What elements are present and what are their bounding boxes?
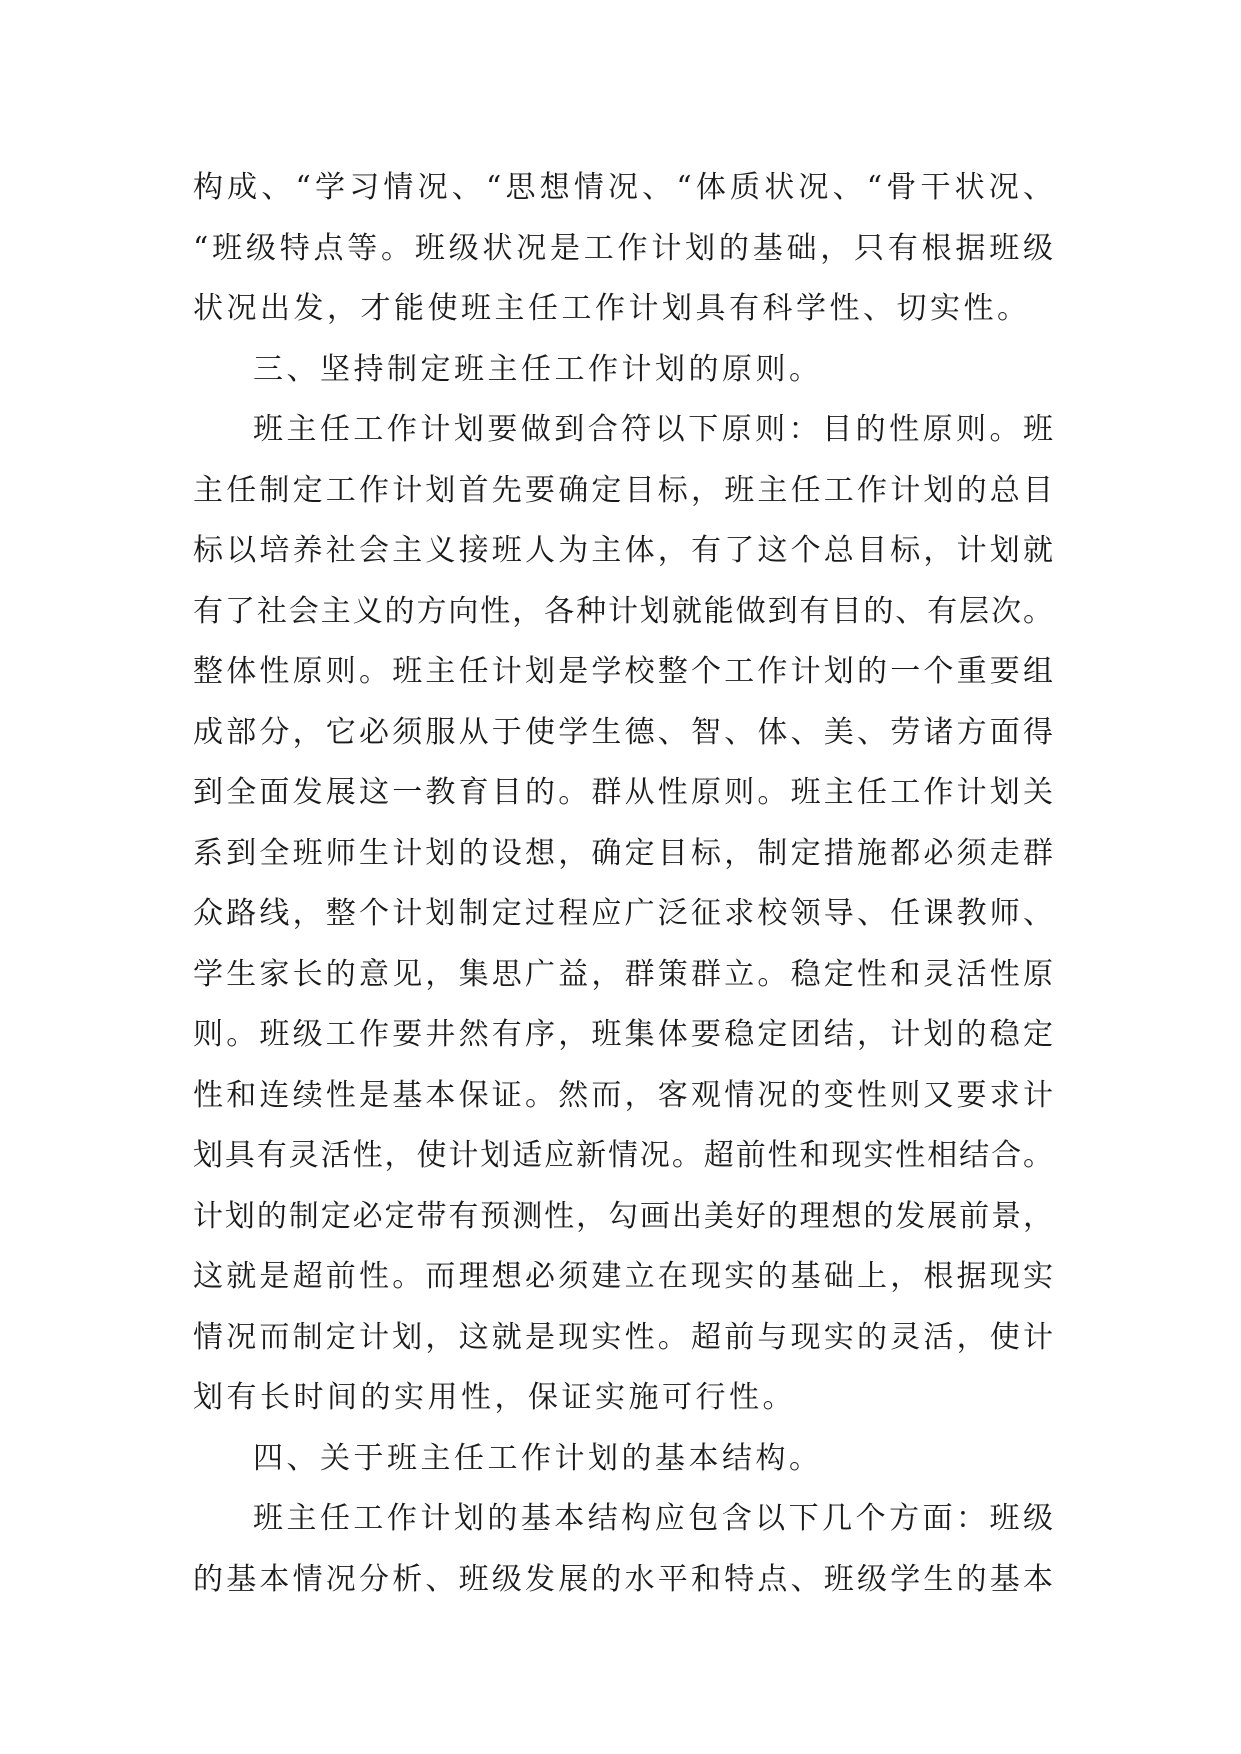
text-line: 系到全班师生计划的设想，确定目标，制定措施都必须走群 [193,835,1053,871]
text-line: 则。班级工作要井然有序，班集体要稳定团结，计划的稳定 [193,1017,1053,1052]
text-line: 众路线，整个计划制定过程应广泛征求校领导、任课教师、 [193,896,1053,931]
text-line: 学生家长的意见，集思广益，群策群立。稳定性和灵活性原 [193,956,1053,992]
text-line: 班主任工作计划要做到合符以下原则：目的性原则。班 [253,412,1053,447]
body-text [193,158,1053,1610]
text-line: 这就是超前性。而理想必须建立在现实的基础上，根据现实 [193,1259,1053,1294]
section-heading: 三、坚持制定班主任工作计划的原则。 [253,351,823,387]
text-line: 情况而制定计划，这就是现实性。超前与现实的灵活，使计 [193,1319,1053,1355]
text-line: 有了社会主义的方向性，各种计划就能做到有目的、有层次。 [193,593,1053,629]
section-heading: 四、关于班主任工作计划的基本结构。 [253,1440,823,1476]
text-line: “班级特点等。班级状况是工作计划的基础，只有根据班级 [193,230,1053,266]
text-line: 构成、“学习情况、“思想情况、“体质状况、“骨干状况、 [193,170,1053,205]
text-line: 性和连续性是基本保证。然而，客观情况的变性则又要求计 [193,1077,1053,1113]
text-line: 标以培养社会主义接班人为主体，有了这个总目标，计划就 [193,533,1053,568]
text-line: 班主任工作计划的基本结构应包含以下几个方面：班级 [253,1501,1053,1536]
text-line: 划有长时间的实用性，保证实施可行性。 [193,1380,796,1415]
text-line: 状况出发，才能使班主任工作计划具有科学性、切实性。 [193,291,1031,326]
text-line: 到全面发展这一教育目的。群从性原则。班主任工作计划关 [193,775,1053,810]
text-line: 划具有灵活性，使计划适应新情况。超前性和现实性相结合。 [193,1138,1053,1173]
text-line: 成部分，它必须服从于使学生德、智、体、美、劳诸方面得 [193,714,1053,750]
text-line: 的基本情况分析、班级发展的水平和特点、班级学生的基本 [193,1561,1053,1597]
text-line: 主任制定工作计划首先要确定目标，班主任工作计划的总目 [193,472,1053,508]
text-line: 整体性原则。班主任计划是学校整个工作计划的一个重要组 [193,654,1053,689]
text-line: 计划的制定必定带有预测性，勾画出美好的理想的发展前景， [193,1198,1053,1234]
